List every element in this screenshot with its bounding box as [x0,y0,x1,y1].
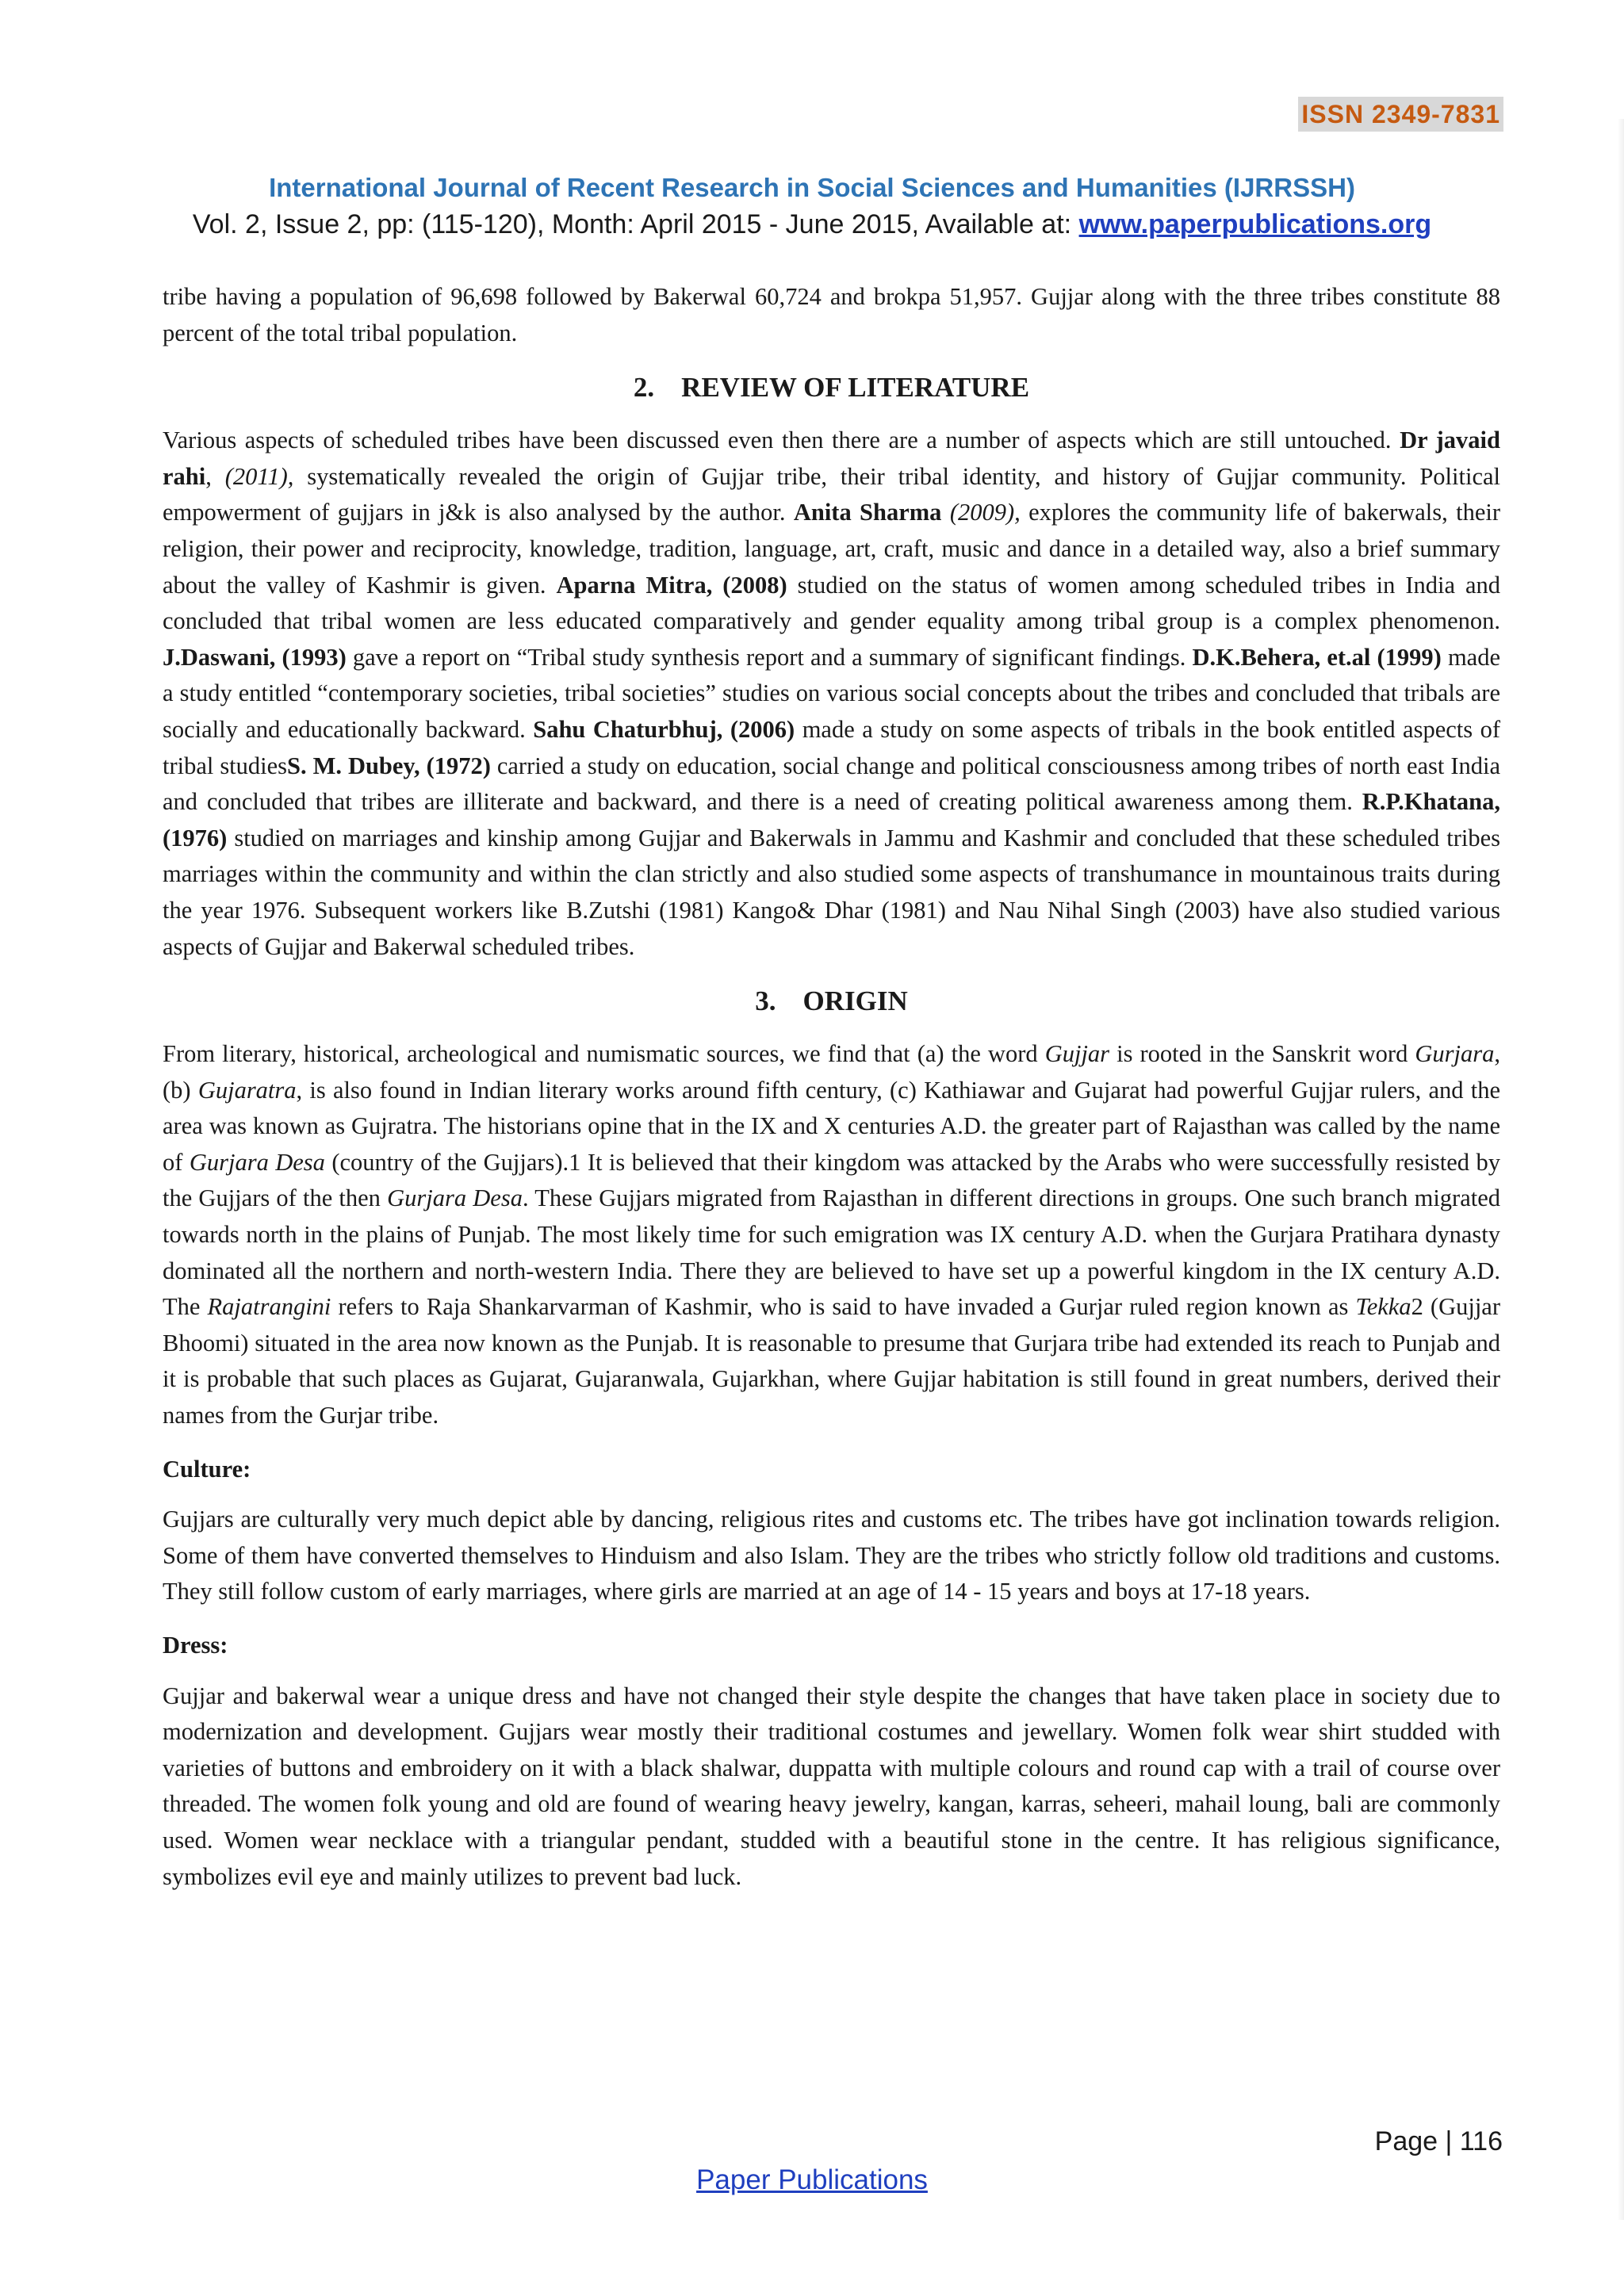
section-heading-review [163,369,1500,407]
section-title: REVIEW OF LITERATURE [681,372,1030,404]
italic-term: Tekka [1355,1293,1411,1321]
author-ref: Aparna Mitra, (2008) [556,571,787,599]
italic-term: Gujjar [1044,1040,1110,1068]
review-paragraph: Various aspects of scheduled tribes have been discussed even then there are a number of aspects which are still untouched. Dr javaid rahi, (2011), systematically revealed the origin of Gujjar tribe, their tribal identity, and history of Gujjar community. Political empowerment of gujjars in j&k is also analysed by the author. Anita Sharma (2009), explores the community life of bakerwals, their religion, their power and reciprocity, knowledge, tradition, language, art, craft, music and dance in a detailed way, also a brief summary about the valley of Kashmir is given. Aparna Mitra, (2008) studied on the status of women among scheduled tribes in India and concluded that tribal women are less educated comparatively and gender equality among tribal group is a complex phenomenon. J.Daswani, (1993) gave a report on “Tribal study synthesis report and a summary of significant findings. D.K.Behera, et.al (1999) made a study entitled “contemporary societies, tribal societies” studies on various social concepts about the tribes and concluded that tribals are socially and educationally backward. Sahu Chaturbhuj, (2006) made a study on some aspects of tribals in the book entitled aspects of tribal studiesS. M. Dubey, (1972) carried a study on education, social change and political consciousness among tribes of north east India and concluded that tribes are illiterate and backward, and there is a need of creating political awareness among them. R.P.Khatana, (1976) studied on marriages and kinship among Gujjar and Bakerwals in Jammu and Kashmir and concluded that these scheduled tribes marriages within the community and within the clan strictly and also studied some aspects of transhumance in mountainous traits during the year 1976. Subsequent workers like B.Zutshi (1981) Kango& Dhar (1981) and Nau Nihal Singh (2003) have also studied various aspects of Gujjar and Bakerwal scheduled tribes. [163,427,1501,960]
publisher-link[interactable]: Paper Publications [696,2164,928,2195]
intro-paragraph: tribe having a population of 96,698 followed by Bakerwal 60,724 and brokpa 51,957. Gujjar along with the three tribes constitute 88 percent of the total tribal population. [163,283,1500,346]
origin-paragraph: From literary, historical, archeological and numismatic sources, we find that (a) the word Gujjar is rooted in the Sanskrit word Gurjara, (b) Gujaratra, is also found in Indian literary works around fifth century, (c) Kathiawar and Gujarat had powerful Gujjar rulers, and the area was known as Gujratra. The historians opine that in the IX and X centuries A.D. the greater part of Rajasthan was called by the name of Gurjara Desa (country of the Gujjars).1 It is believed that their kingdom was attacked by the Arabs who were successfully resisted by the Gujjars of the then Gurjara Desa. These Gujjars migrated from Rajasthan in different directions in groups. One such branch migrated towards north in the plains of Punjab. The most likely time for such emigration was IX century A.D. when the Gurjara Pratihara dynasty dominated all the northern and north-western India. There they are believed to have set up a powerful kingdom in the IX century A.D. The Rajatrangini refers to Raja Shankarvarman of Kashmir, who is said to have invaded a Gurjar ruled region known as Tekka2 (Gujjar Bhoomi) situated in the area now known as the Punjab. It is reasonable to presume that Gurjara tribe had extended its reach to Punjab and it is probable that such places as Gujarat, Gujaranwala, Gujarkhan, where Gujjar habitation is still found in great numbers, derived their names from the Gurjar tribe. [163,1040,1501,1429]
dress-heading: Dress: [163,1632,228,1659]
culture-heading: Culture: [163,1455,251,1483]
year-ref: (2011), [224,462,294,490]
year-ref: (2009), [949,499,1021,526]
dress-paragraph: Gujjar and bakerwal wear a unique dress and have not changed their style despite the changes that have taken place in society due to modernization and development. Gujjars wear mostly their traditional costumes and jewellary. Women folk wear shirt studded with varieties of buttons and embroidery on it with a black shalwar, duppatta with multiple colours and round cap with a trail of course over threaded. The women folk young and old are found of wearing heavy jewelry, kangan, karras, seheeri, mahail loung, bali are commonly used. Women wear necklace with a triangular pendant, studded with a beautiful stone in the centre. It has religious significance, symbolizes evil eye and mainly utilizes to prevent bad luck. [163,1682,1500,1890]
journal-title: International Journal of Recent Research in Social Sciences and Humanities (IJRRSSH) [269,173,1355,202]
italic-term: Gurjara Desa [387,1184,523,1212]
page-edge-shadow [1618,119,1624,2220]
author-ref: J.Daswani, (1993) [163,643,347,671]
culture-paragraph: Gujjars are culturally very much depict able by dancing, religious rites and customs etc. The tribes have got inclination towards religion. Some of them have converted themselves to Hinduism and also Islam. They are the tribes who strictly follow old traditions and customs. They still follow custom of early marriages, where girls are married at an age of 14 - 15 years and boys at 17-18 years. [163,1506,1500,1605]
article-body [163,279,1500,1895]
author-ref: Sahu Chaturbhuj, (2006) [533,715,795,743]
author-ref: D.K.Behera, et.al (1999) [1192,643,1442,671]
page-number: Page | 116 [1374,2126,1503,2156]
italic-term: Gujaratra [197,1076,297,1104]
section-title: ORIGIN [802,985,908,1017]
author-ref: S. M. Dubey, (1972) [287,752,491,779]
author-ref: Dr javaid rahi [163,427,1500,490]
italic-term: Rajatrangini [207,1293,331,1321]
italic-term: Gurjara [1415,1040,1495,1068]
author-ref: R.P.Khatana, (1976) [163,788,1500,851]
section-number: 2. [633,372,655,404]
journal-meta [0,209,1624,240]
journal-url-link[interactable]: www.paperpublications.org [1078,209,1432,239]
publisher-footer [0,2164,1624,2196]
author-ref: Anita Sharma [793,499,942,526]
issn-badge: ISSN 2349-7831 [1298,97,1503,132]
italic-term: Gurjara Desa [189,1148,325,1176]
section-heading-origin [163,982,1500,1020]
section-number: 3. [755,985,776,1017]
journal-meta-text: Vol. 2, Issue 2, pp: (115-120), Month: April 2015 - June 2015, Available at: [192,209,1079,239]
